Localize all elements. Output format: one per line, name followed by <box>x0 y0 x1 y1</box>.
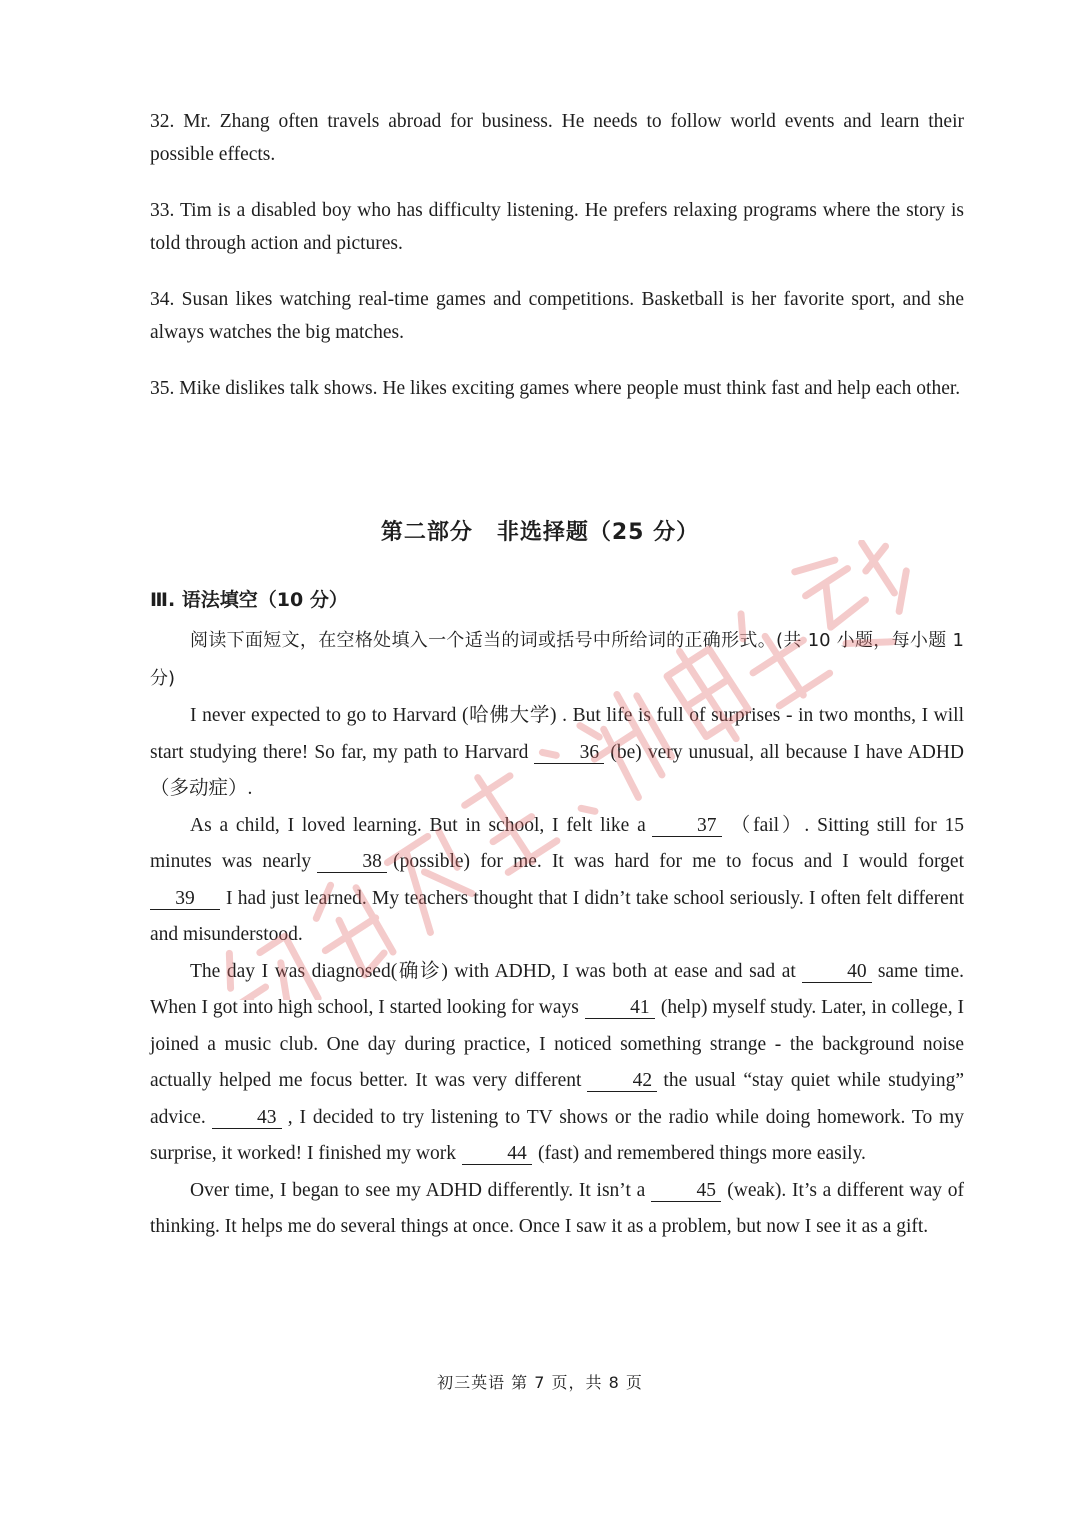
part-two-subtitle: 非选择题（25 分） <box>496 520 700 545</box>
blank-36: 36 <box>534 743 604 764</box>
blank-42: 42 <box>587 1071 657 1092</box>
blank-43: 43 <box>212 1108 282 1129</box>
question-number: 35. <box>150 378 175 399</box>
question-number: 34. <box>150 289 175 310</box>
question-35 <box>150 372 964 405</box>
part-two-title <box>0 515 1080 546</box>
blank-44: 44 <box>462 1144 532 1165</box>
question-32 <box>150 105 964 171</box>
blank-40: 40 <box>802 962 872 983</box>
blank-38: 38 <box>317 852 387 873</box>
question-number: 32. <box>150 111 175 132</box>
grammar-passage <box>150 698 964 1246</box>
part-two-label: 第二部分 <box>380 520 473 545</box>
blank-37: 37 <box>652 816 722 837</box>
question-text: Tim is a disabled boy who has difficulty listening. He prefers relaxing programs where the story is told through action and pictures. <box>150 200 965 254</box>
passage-paragraph-2: As a child, I loved learning. But in school, I felt like a 37 （fail）. Sitting still for 15 minutes was nearly 38 (possible) for me. It was hard for me to focus and I would forget 39 I had just learned. My teachers thought that I didn’t take school seriously. I often felt different and misunderstood. <box>150 814 964 945</box>
blank-39: 39 <box>150 889 220 910</box>
passage-paragraph-1: I never expected to go to Harvard (哈佛大学) . But life is full of surprises - in two months, I will start studying there! So far, my path to Harvard 36 (be) very unusual, all because I have ADHD（多动症）. <box>150 705 964 799</box>
question-text: Susan likes watching real-time games and competitions. Basketball is her favorite sport, and she always watches the big matches. <box>150 289 964 343</box>
question-text: Mike dislikes talk shows. He likes exciting games where people must think fast and help each other. <box>179 378 961 399</box>
passage-paragraph-4: Over time, I began to see my ADHD differently. It isn’t a 45 (weak). It’s a different way of thinking. It helps me do several things at once. Once I saw it as a problem, but now I see it as a gift. <box>150 1179 964 1237</box>
passage-paragraph-3: The day I was diagnosed(确诊) with ADHD, I was both at ease and sad at 40 same time. When I got into high school, I started looking for ways 41 (help) myself study. Later, in college, I joined a music club. One day during practice, I noticed something strange - the background noise actually helped me focus better. It was very different 42 the usual “stay quiet while studying” advice. 43 , I decided to try listening to TV shows or the radio while doing homework. To my surprise, it worked! I finished my work 44 (fast) and remembered things more easily. <box>150 960 965 1164</box>
blank-41: 41 <box>585 998 655 1019</box>
question-34 <box>150 283 964 349</box>
question-33 <box>150 194 964 260</box>
question-number: 33. <box>150 200 175 221</box>
blank-45: 45 <box>651 1181 721 1202</box>
section-three-heading: Ⅲ. 语法填空（10 分） <box>150 589 348 611</box>
section-instruction: 阅读下面短文，在空格处填入一个适当的词或括号中所给词的正确形式。(共 10 小题，每小题 1 分) <box>150 630 964 689</box>
question-text: Mr. Zhang often travels abroad for business. He needs to follow world events and learn their possible effects. <box>150 111 964 165</box>
page-footer: 初三英语 第 7 页，共 8 页 <box>437 1373 643 1392</box>
